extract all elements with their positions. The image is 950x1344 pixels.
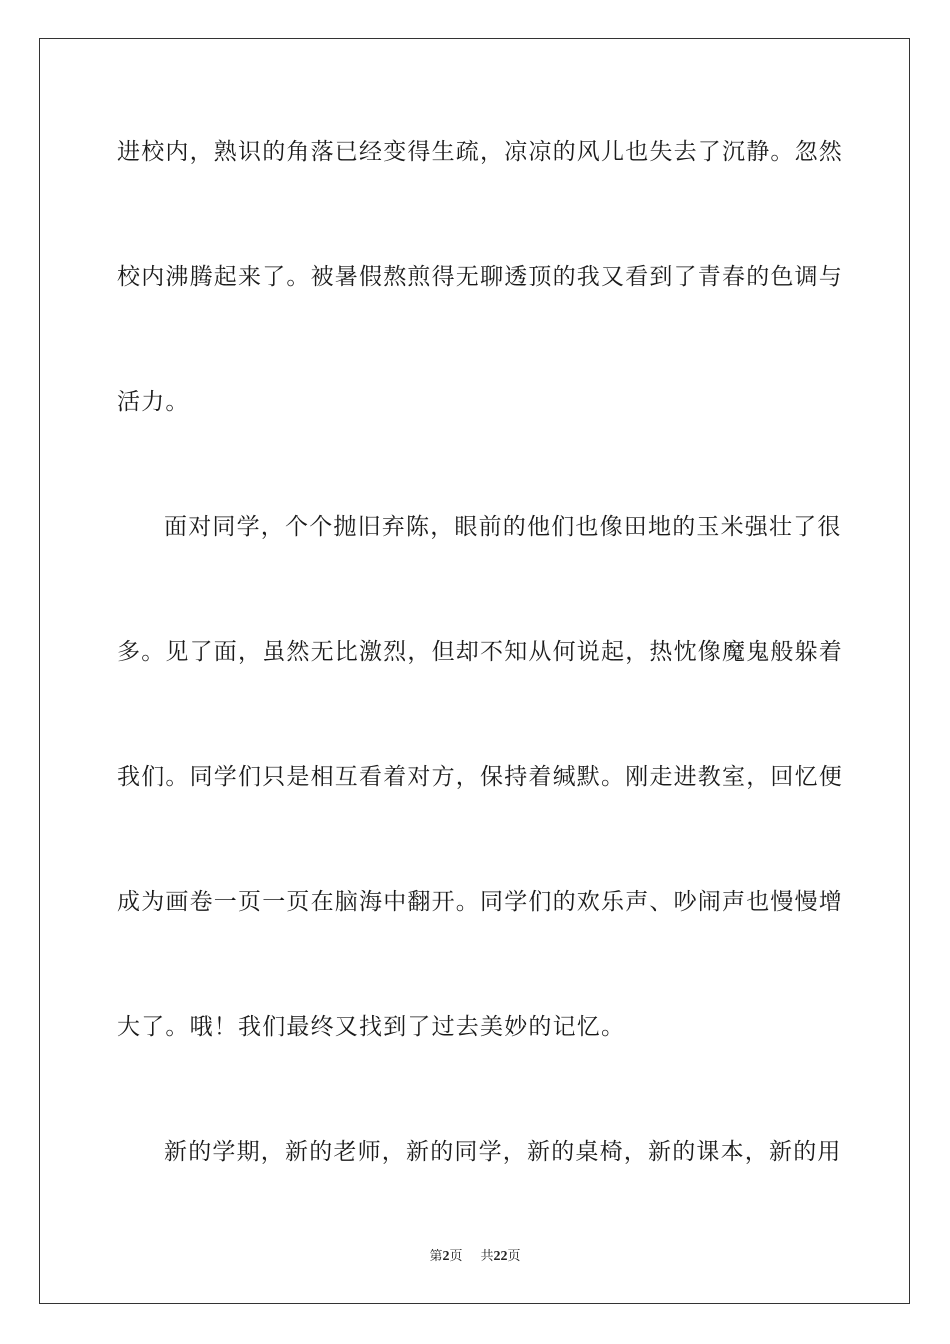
text-line-9: 新的学期，新的老师，新的同学，新的桌椅，新的课本，新的用 xyxy=(164,1139,842,1165)
page-prefix: 第 xyxy=(429,1249,443,1264)
total-prefix: 共 xyxy=(480,1249,494,1264)
text-line-1: 进校内，熟识的角落已经变得生疏，凉凉的风儿也失去了沉静。忽然 xyxy=(117,139,843,165)
page-suffix: 页 xyxy=(449,1249,463,1264)
page-footer xyxy=(0,1248,950,1266)
text-line-8: 大了。哦！我们最终又找到了过去美妙的记忆。 xyxy=(117,1014,626,1040)
total-pages: 22 xyxy=(493,1249,508,1264)
text-line-4: 面对同学，个个抛旧弃陈，眼前的他们也像田地的玉米强壮了很 xyxy=(164,514,842,540)
text-line-3: 活力。 xyxy=(117,389,190,415)
page-border xyxy=(39,38,910,1304)
text-line-2: 校内沸腾起来了。被暑假熬煎得无聊透顶的我又看到了青春的色调与 xyxy=(117,264,843,290)
text-line-5: 多。见了面，虽然无比激烈，但却不知从何说起，热忱像魔鬼般躲着 xyxy=(117,639,843,665)
text-line-7: 成为画卷一页一页在脑海中翻开。同学们的欢乐声、吵闹声也慢慢增 xyxy=(117,889,843,915)
total-suffix: 页 xyxy=(507,1249,521,1264)
page-number: 2 xyxy=(442,1249,450,1264)
text-line-6: 我们。同学们只是相互看着对方，保持着缄默。刚走进教室，回忆便 xyxy=(117,764,843,790)
